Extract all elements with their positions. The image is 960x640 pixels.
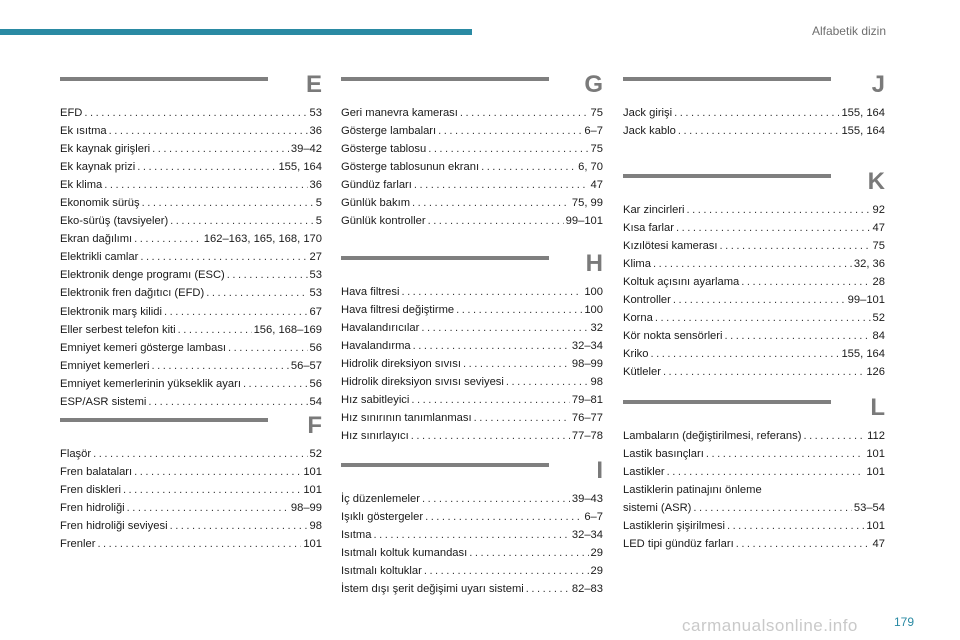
index-entry-page: 101 <box>866 520 885 533</box>
index-entry <box>341 301 603 319</box>
index-entry-page: 53 <box>309 269 322 282</box>
index-entry-text: İstem dışı şerit değişimi uyarı sistemi <box>341 583 524 596</box>
index-entry-page: 98 <box>309 520 322 533</box>
index-entry <box>341 427 603 445</box>
section-letter: I <box>596 457 603 484</box>
dot-leader <box>673 291 846 309</box>
index-entry <box>623 535 885 553</box>
index-entry-text: Fren hidroliği <box>60 502 125 515</box>
index-entry-page: 75 <box>872 240 885 253</box>
section-letter: K <box>867 168 885 195</box>
dot-leader <box>474 409 570 427</box>
dot-leader <box>422 490 570 508</box>
dot-leader <box>142 194 314 212</box>
page-number: 179 <box>893 615 914 629</box>
index-entry <box>60 321 322 339</box>
index-entry-page: 75 <box>590 143 603 156</box>
section-rule <box>60 418 268 422</box>
index-entry-page: 32, 36 <box>853 258 885 271</box>
index-entry-text: Gösterge tablosunun ekranı <box>341 161 480 174</box>
index-entry-page: 6–7 <box>584 511 603 524</box>
index-entry <box>60 357 322 375</box>
dot-leader <box>401 283 582 301</box>
index-entry <box>341 409 603 427</box>
dot-leader <box>164 303 308 321</box>
index-entry <box>341 194 603 212</box>
index-entry <box>60 248 322 266</box>
index-entry-text: Eller serbest telefon kiti <box>60 323 176 336</box>
index-entry <box>60 463 322 481</box>
index-entry-text: Havalandırıcılar <box>341 322 420 335</box>
dot-leader <box>469 544 588 562</box>
index-entry-text: Elektrikli camlar <box>60 251 139 264</box>
dot-leader <box>425 508 582 526</box>
index-entry-text: Hidrolik direksiyon sıvısı seviyesi <box>341 376 504 389</box>
index-entry <box>341 391 603 409</box>
dot-leader <box>706 445 864 463</box>
index-entry-text: Lambaların (değiştirilmesi, referans) <box>623 430 802 442</box>
index-entry <box>60 375 322 393</box>
dot-leader <box>134 463 301 481</box>
index-entry-page: 56–57 <box>290 359 322 372</box>
index-entry-page: 36 <box>309 125 322 138</box>
index-entry <box>341 562 603 580</box>
dot-leader <box>676 219 871 237</box>
dot-leader <box>104 176 307 194</box>
dot-leader <box>170 517 308 535</box>
index-entry-page: 6, 70 <box>578 161 603 174</box>
index-entry-page: 156, 168–169 <box>253 323 322 336</box>
index-entry-text: Eko-sürüş (tavsiyeler) <box>60 215 169 228</box>
index-entry <box>60 158 322 176</box>
index-entry-page: 101 <box>303 466 322 479</box>
index-entry-page: 39–43 <box>571 493 603 505</box>
dot-leader <box>170 212 314 230</box>
index-entry-text: Kısa farlar <box>623 222 674 235</box>
index-entry <box>60 104 322 122</box>
index-entry-text: EFD <box>60 107 83 119</box>
dot-leader <box>674 104 839 122</box>
index-entry <box>623 481 885 517</box>
index-entry <box>60 445 322 463</box>
index-entry-page: 53 <box>309 107 322 119</box>
dot-leader <box>655 309 871 327</box>
index-entry-text: Elektronik marş kilidi <box>60 305 162 318</box>
index-entry <box>341 355 603 373</box>
index-entry <box>60 517 322 535</box>
index-entry-page: 47 <box>872 538 885 551</box>
section-letter: H <box>585 250 603 277</box>
dot-leader <box>693 499 852 517</box>
index-entry-text: Korna <box>623 312 653 325</box>
index-entry <box>341 140 603 158</box>
index-entry-page: 28 <box>872 276 885 289</box>
index-entry <box>60 194 322 212</box>
dot-leader <box>413 337 570 355</box>
index-entry <box>341 508 603 526</box>
index-entry-page: 126 <box>866 366 885 379</box>
dot-leader <box>93 445 307 463</box>
section-entries <box>341 490 603 598</box>
index-entry-page: 27 <box>309 251 322 264</box>
index-entry <box>341 283 603 301</box>
index-entry <box>60 230 322 248</box>
index-entry-text: Isıtmalı koltuk kumandası <box>341 547 468 560</box>
index-entry-text: Kriko <box>623 348 649 361</box>
index-entry-text-continued: sistemi (ASR) <box>623 502 692 515</box>
index-entry-text: Isıtmalı koltuklar <box>341 565 422 578</box>
index-entry-page: 155, 164 <box>841 348 885 361</box>
index-entry-page: 98–99 <box>571 358 603 371</box>
dot-leader <box>178 321 252 339</box>
dot-leader <box>140 248 307 266</box>
dot-leader <box>412 194 570 212</box>
index-entry-page: 56 <box>309 341 322 354</box>
index-entry-text: Elektronik denge programı (ESC) <box>60 269 225 282</box>
index-entry <box>623 327 885 345</box>
index-entry <box>60 212 322 230</box>
index-entry <box>623 463 885 481</box>
dot-leader <box>148 393 307 411</box>
dot-leader <box>667 463 865 481</box>
index-entry <box>60 535 322 553</box>
index-entry-text: Koltuk açısını ayarlama <box>623 276 740 289</box>
index-entry <box>341 526 603 544</box>
index-entry-page: 52 <box>309 448 322 460</box>
index-entry-page: 47 <box>590 179 603 192</box>
index-entry-text: Flaşör <box>60 448 92 460</box>
index-entry-text: Ek kaynak prizi <box>60 161 136 174</box>
section-rule <box>623 77 831 81</box>
index-entry-page: 99–101 <box>565 215 603 228</box>
dot-leader <box>411 391 569 409</box>
dot-leader <box>424 562 589 580</box>
index-entry <box>623 363 885 381</box>
index-entry-page: 32–34 <box>571 529 603 542</box>
dot-leader <box>678 122 840 140</box>
index-entry-page: 52 <box>872 312 885 325</box>
section-entries <box>341 104 603 230</box>
index-entry-text: Emniyet kemerleri <box>60 359 150 372</box>
dot-leader <box>123 481 301 499</box>
index-entry-text: Gündüz farları <box>341 179 412 192</box>
dot-leader <box>152 140 289 158</box>
index-entry-text: Kızılötesi kamerası <box>623 240 718 253</box>
dot-leader <box>228 339 308 357</box>
dot-leader <box>134 230 202 248</box>
index-entry <box>341 490 603 508</box>
index-entry-text: Ek ısıtma <box>60 125 107 138</box>
index-entry-text: Hidrolik direksiyon sıvısı <box>341 358 461 371</box>
index-entry <box>341 158 603 176</box>
section-letter: F <box>307 412 322 439</box>
index-entry <box>623 255 885 273</box>
index-entry-text: Fren hidroliği seviyesi <box>60 520 168 533</box>
index-entry-page: 54 <box>309 395 322 408</box>
index-entry-page: 29 <box>590 547 603 560</box>
index-entry-page: 99–101 <box>847 294 885 307</box>
index-entry-page: 92 <box>872 204 885 216</box>
section-rule <box>341 77 549 81</box>
index-entry-text: Emniyet kemeri gösterge lambası <box>60 341 227 354</box>
section-letter: J <box>871 71 885 98</box>
dot-leader <box>84 104 307 122</box>
index-entry-page: 29 <box>590 565 603 578</box>
index-entry-page: 39–42 <box>290 143 322 156</box>
index-entry-text: Ek kaynak girişleri <box>60 143 151 156</box>
index-entry <box>60 393 322 411</box>
dot-leader <box>736 535 871 553</box>
index-entry-text: Günlük kontroller <box>341 215 426 228</box>
index-entry-page: 155, 164 <box>841 107 885 119</box>
dot-leader <box>411 427 570 445</box>
dot-leader <box>725 327 871 345</box>
index-entry-text: Hava filtresi <box>341 286 400 298</box>
index-entry-text: Ekran dağılımı <box>60 233 133 246</box>
dot-leader <box>152 357 289 375</box>
index-entry-text: Kütleler <box>623 366 661 379</box>
index-entry <box>341 319 603 337</box>
dot-leader <box>663 363 864 381</box>
index-entry <box>341 580 603 598</box>
index-entry-text: Günlük bakım <box>341 197 411 210</box>
index-entry-text: Jack kablo <box>623 125 676 138</box>
index-entry-page: 36 <box>309 179 322 192</box>
section-entries <box>623 104 885 140</box>
dot-leader <box>456 301 582 319</box>
index-entry-text: Hız sabitleyici <box>341 394 410 407</box>
index-entry-page: 98–99 <box>290 502 322 515</box>
index-entry <box>60 303 322 321</box>
index-entry <box>623 104 885 122</box>
index-entry <box>623 273 885 291</box>
index-entry-text: Elektronik fren dağıtıcı (EFD) <box>60 287 205 300</box>
dot-leader <box>463 355 570 373</box>
index-entry <box>341 544 603 562</box>
index-entry-text: Hız sınırlayıcı <box>341 430 409 443</box>
dot-leader <box>651 345 840 363</box>
index-entry-page: 162–163, 165, 168, 170 <box>203 233 322 246</box>
index-entry-page: 98 <box>590 376 603 389</box>
index-entry-text: Kör nokta sensörleri <box>623 330 723 343</box>
dot-leader <box>687 201 871 219</box>
index-entry <box>623 237 885 255</box>
index-entry-page: 112 <box>867 430 885 442</box>
dot-leader <box>243 375 308 393</box>
dot-leader <box>109 122 308 140</box>
dot-leader <box>803 427 865 445</box>
index-entry-text: Klima <box>623 258 651 271</box>
section-entries <box>623 427 885 553</box>
dot-leader <box>727 517 864 535</box>
index-entry-text: Gösterge lambaları <box>341 125 437 138</box>
index-entry <box>341 122 603 140</box>
index-entry <box>341 212 603 230</box>
index-entry-text: Lastikler <box>623 466 665 479</box>
dot-leader <box>421 319 588 337</box>
section-entries <box>60 445 322 553</box>
index-entry-text: Kontroller <box>623 294 671 307</box>
index-entry <box>623 309 885 327</box>
dot-leader <box>137 158 276 176</box>
index-entry-text: Emniyet kemerlerinin yükseklik ayarı <box>60 377 241 390</box>
index-entry-page: 100 <box>584 304 603 317</box>
index-entry <box>341 337 603 355</box>
page-header-title: Alfabetik dizin <box>811 24 886 38</box>
dot-leader <box>460 104 589 122</box>
section-letter: E <box>305 71 322 98</box>
index-entry <box>60 140 322 158</box>
index-entry-page: 101 <box>866 466 885 479</box>
dot-leader <box>741 273 870 291</box>
index-entry-text: Isıtma <box>341 529 372 542</box>
index-entry <box>60 499 322 517</box>
index-entry-page: 56 <box>309 377 322 390</box>
index-entry <box>623 122 885 140</box>
dot-leader <box>97 535 301 553</box>
index-entry <box>623 427 885 445</box>
dot-leader <box>526 580 570 598</box>
index-entry-page: 155, 164 <box>278 161 322 174</box>
index-entry-page: 101 <box>303 538 322 551</box>
index-entry-page: 101 <box>866 448 885 461</box>
index-entry-line <box>623 481 885 499</box>
index-entry-page: 75, 99 <box>571 197 603 210</box>
index-entry <box>60 266 322 284</box>
header-accent-bar <box>0 29 472 35</box>
index-entry-page: 53 <box>309 287 322 300</box>
index-entry-page: 100 <box>584 286 603 298</box>
index-entry-text: Geri manevra kamerası <box>341 107 458 119</box>
section-rule <box>60 77 268 81</box>
index-entry-page: 6–7 <box>584 125 603 138</box>
dot-leader <box>720 237 871 255</box>
dot-leader <box>206 284 307 302</box>
dot-leader <box>653 255 852 273</box>
index-entry <box>623 219 885 237</box>
index-entry <box>623 201 885 219</box>
dot-leader <box>127 499 289 517</box>
index-entry <box>623 517 885 535</box>
index-entry-page: 84 <box>872 330 885 343</box>
section-rule <box>623 400 831 404</box>
index-entry-text: Hava filtresi değiştirme <box>341 304 455 317</box>
section-entries <box>623 201 885 381</box>
index-entry-page: 82–83 <box>571 583 603 596</box>
section-letter: G <box>584 71 603 98</box>
dot-leader <box>227 266 308 284</box>
index-entry <box>341 373 603 391</box>
index-entry <box>60 339 322 357</box>
index-entry <box>60 481 322 499</box>
index-entry-text: Jack girişi <box>623 107 673 119</box>
index-entry <box>623 345 885 363</box>
dot-leader <box>428 212 564 230</box>
section-entries <box>341 283 603 445</box>
index-entry-page: 75 <box>590 107 603 119</box>
index-entry <box>60 122 322 140</box>
index-entry-page: 32 <box>590 322 603 335</box>
index-entry-text: Lastiklerin şişirilmesi <box>623 520 725 533</box>
index-entry-page: 5 <box>315 215 322 228</box>
index-entry-page: 5 <box>315 197 322 210</box>
index-entry-line <box>623 499 885 517</box>
index-entry-text: Lastik basınçları <box>623 448 704 461</box>
index-entry-text: Havalandırma <box>341 340 411 353</box>
index-entry-text: Ekonomik sürüş <box>60 197 140 210</box>
index-entry-text: İç düzenlemeler <box>341 493 420 505</box>
watermark-text: carmanualsonline.info <box>682 616 858 635</box>
dot-leader <box>438 122 582 140</box>
dot-leader <box>414 176 589 194</box>
index-entry-text: Frenler <box>60 538 96 551</box>
index-entry-text: LED tipi gündüz farları <box>623 538 734 551</box>
index-entry-page: 79–81 <box>571 394 603 407</box>
dot-leader <box>506 373 589 391</box>
index-entry-text: Ek klima <box>60 179 103 192</box>
dot-leader <box>481 158 576 176</box>
index-entry-text: Işıklı göstergeler <box>341 511 424 524</box>
index-entry <box>60 284 322 302</box>
index-entry-text: Fren balataları <box>60 466 133 479</box>
index-entry <box>341 176 603 194</box>
index-entry-text: Gösterge tablosu <box>341 143 427 156</box>
index-entry-text: Kar zincirleri <box>623 204 685 216</box>
index-entry-page: 76–77 <box>571 412 603 425</box>
section-letter: L <box>870 394 885 421</box>
index-entry-page: 77–78 <box>571 430 603 443</box>
section-rule <box>341 463 549 467</box>
index-entry-page: 101 <box>303 484 322 497</box>
index-entry-page: 155, 164 <box>841 125 885 138</box>
section-rule <box>341 256 549 260</box>
index-entry-page: 47 <box>872 222 885 235</box>
index-entry-page: 53–54 <box>853 502 885 515</box>
index-entry-page: 32–34 <box>571 340 603 353</box>
index-entry-text: Hız sınırının tanımlanması <box>341 412 472 425</box>
index-entry-text: Lastiklerin patinajını önleme <box>623 484 762 497</box>
index-entry <box>60 176 322 194</box>
section-entries <box>60 104 322 411</box>
index-entry-page: 67 <box>309 305 322 318</box>
index-entry <box>623 291 885 309</box>
dot-leader <box>428 140 588 158</box>
section-rule <box>623 174 831 178</box>
index-entry-text: Fren diskleri <box>60 484 121 497</box>
dot-leader <box>373 526 569 544</box>
index-entry-text: ESP/ASR sistemi <box>60 395 147 408</box>
index-entry <box>623 445 885 463</box>
index-entry <box>341 104 603 122</box>
